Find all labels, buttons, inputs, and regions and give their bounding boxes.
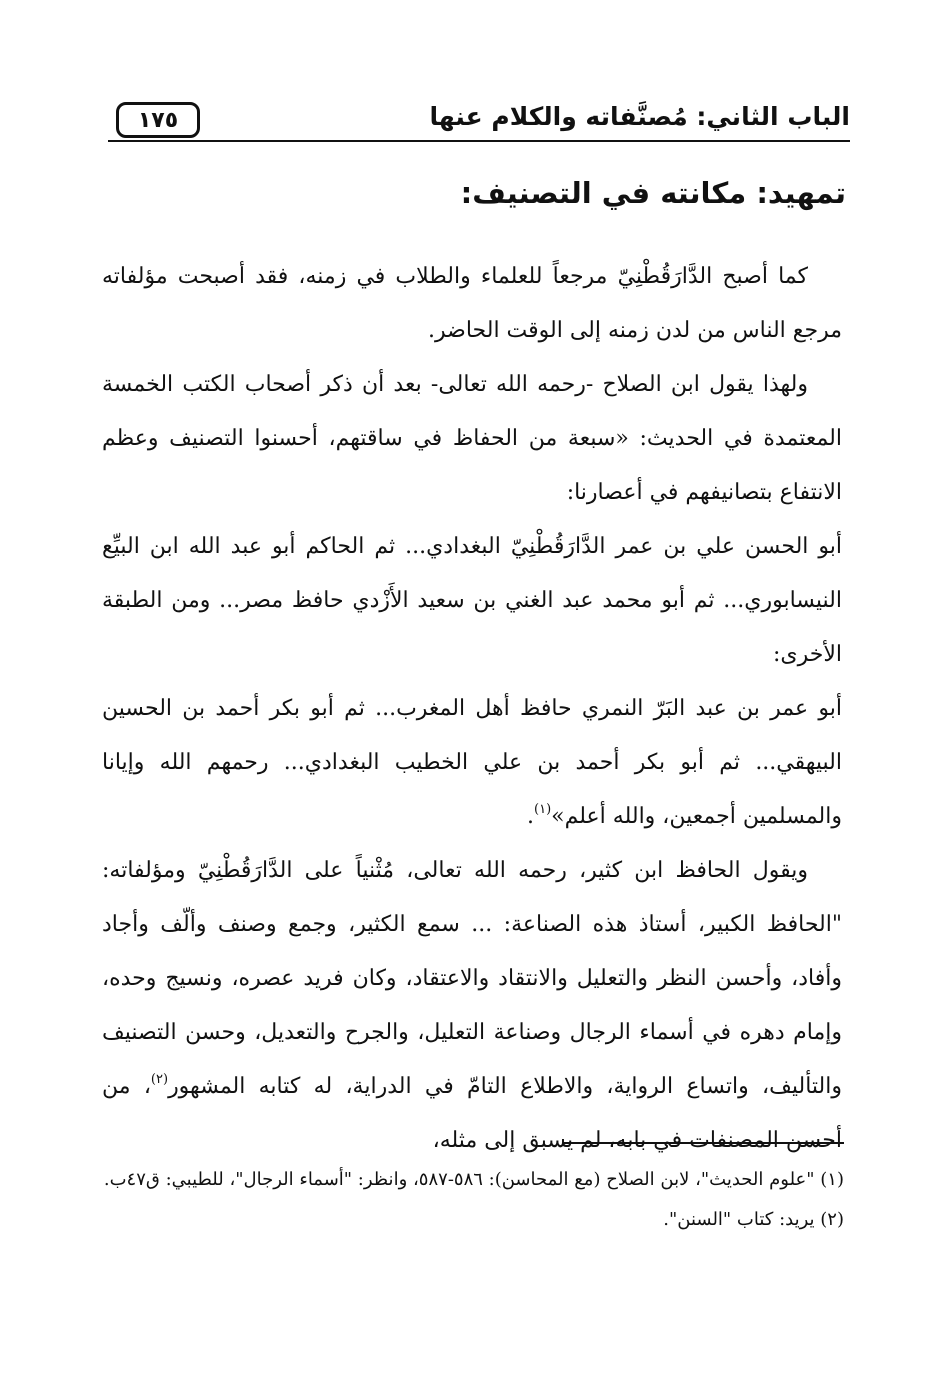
paragraph-text: ويقول الحافظ ابن كثير، رحمه الله تعالى، مُثْنياً على الدَّارَقُطْنِيّ ومؤلفاته: "الحافظ الكبير، أستاذ هذه الصناعة: ... سمع الكثير، وجمع وصنف وألّف وأجاد وأفاد، وأحسن النظر والتعليل والانتقاد والاعتقاد، وكان فريد عصره، ونسيج وحده، وإمام دهره في أسماء الرجال وصناعة التعليل، والجرح والتعديل، وحسن التصنيف والتأليف، واتساع الرواية، والاطلاع التامّ في الدراية، له كتابه المشهور [102,858,842,1099]
footnote-marker: (٢) [150,1072,169,1087]
paragraph-text: أبو عمر بن عبد البَرّ النمري حافظ أهل المغرب... ثم أبو بكر أحمد بن الحسين البيهقي... ثم أبو بكر أحمد بن علي الخطيب البغدادي... رحمهم الله وإيانا والمسلمين أجمعين، والله أعلم» [102,696,842,829]
footnote: (١) "علوم الحديث"، لابن الصلاح (مع المحاسن): ٥٨٦-٥٨٧، وانظر: "أسماء الرجال"، للطيبي: ق٤٧ب. [103,1169,844,1190]
paragraph: أبو الحسن علي بن عمر الدَّارَقُطْنِيّ البغدادي... ثم الحاكم أبو عبد الله ابن البيِّع النيسابوري... ثم أبو محمد عبد الغني بن سعيد الأَزْدي حافظ مصر... ومن الطبقة الأخرى: [102,534,842,667]
paragraph-text: ، من أحسن المصنفات في بابه، لم يسبق إلى مثله، [102,1074,842,1153]
header-rule [108,140,850,142]
body-text [102,250,842,1168]
footnote: (٢) يريد: كتاب "السنن". [663,1209,844,1230]
running-title: الباب الثاني: مُصنَّفاته والكلام عنها [429,102,850,131]
section-heading: تمهيد: مكانته في التصنيف: [460,176,846,210]
paragraph [102,844,842,1168]
page-number: ١٧٥ [116,102,200,138]
paragraph: كما أصبح الدَّارَقُطْنِيّ مرجعاً للعلماء والطلاب في زمنه، فقد أصبحت مؤلفاته مرجع الناس من لدن زمنه إلى الوقت الحاضر. [102,264,842,343]
paragraph: أبو عمر بن عبد البَرّ النمري حافظ أهل المغرب... ثم أبو بكر أحمد بن الحسين البيهقي... ثم أبو بكر أحمد بن علي الخطيب البغدادي... رحمهم الله وإيانا والمسلمين أجمعين، والله أعلم»$^{(١)}$. [102,696,842,829]
footnote-marker: (١) [534,802,552,817]
page-header [108,96,850,144]
footnotes [102,1160,844,1240]
paragraph: ولهذا يقول ابن الصلاح -رحمه الله تعالى- بعد أن ذكر أصحاب الكتب الخمسة المعتمدة في الحديث: «سبعة من الحفاظ في ساقتهم، أحسنوا التصنيف وعظم الانتفاع بتصانيفهم في أعصارنا: [102,372,842,505]
footnote-separator [562,1142,844,1144]
